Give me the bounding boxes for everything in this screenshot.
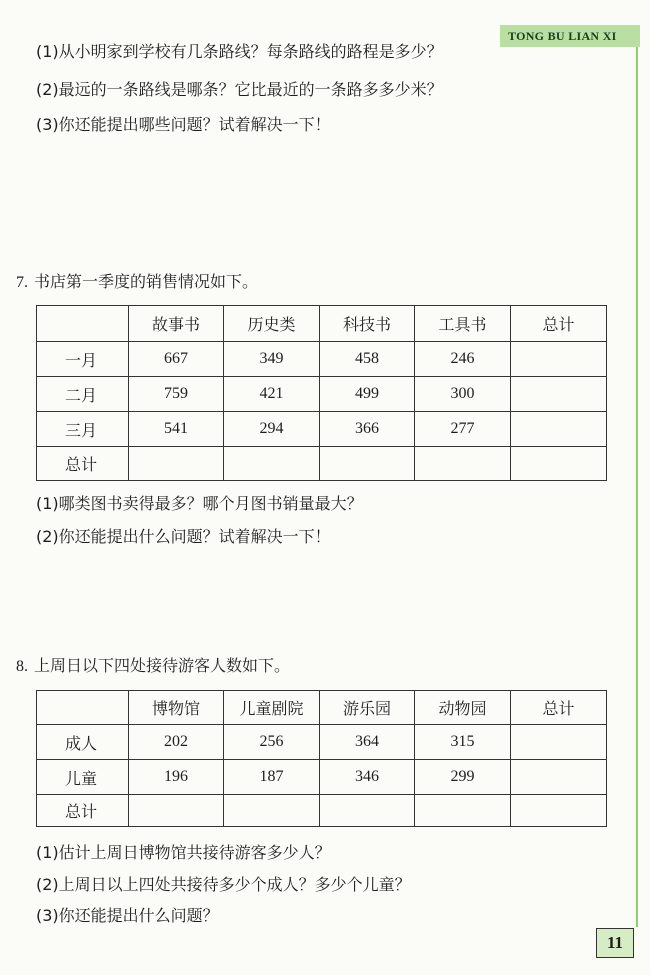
table-cell: 277 xyxy=(415,412,511,447)
table-cell: 187 xyxy=(224,760,320,795)
header-cell: 总计 xyxy=(511,306,607,342)
header-cell: 故事书 xyxy=(129,306,224,342)
table-row xyxy=(37,377,607,412)
row-label: 三月 xyxy=(37,412,129,447)
total-cell-empty xyxy=(224,447,320,481)
row-label: 一月 xyxy=(37,342,129,377)
problem-8-question-2: (2)上周日以上四处共接待多少个成人？多少个儿童？ xyxy=(36,875,411,894)
bookstore-sales-table xyxy=(36,305,607,481)
table-cell: 421 xyxy=(224,377,320,412)
table-cell: 299 xyxy=(415,760,511,795)
header-cell: 博物馆 xyxy=(129,691,224,725)
table-header-row xyxy=(37,691,607,725)
problem-text: 上周日以下四处接待游客人数如下。 xyxy=(34,656,291,675)
table-header-row xyxy=(37,306,607,342)
table-cell: 499 xyxy=(320,377,415,412)
problem-7-question-2: (2)你还能提出什么问题？试着解决一下！ xyxy=(36,527,331,546)
table-row xyxy=(37,342,607,377)
header-cell xyxy=(37,691,129,725)
total-cell-empty xyxy=(511,412,607,447)
total-cell-empty xyxy=(224,795,320,827)
total-cell-empty xyxy=(320,795,415,827)
problem-8-question-3: (3)你还能提出什么问题？ xyxy=(36,906,219,925)
table-cell: 349 xyxy=(224,342,320,377)
total-cell-empty xyxy=(320,447,415,481)
total-cell-empty xyxy=(415,795,511,827)
header-cell: 儿童剧院 xyxy=(224,691,320,725)
row-label: 成人 xyxy=(37,725,129,760)
problem-8-title xyxy=(16,656,290,677)
table-row xyxy=(37,412,607,447)
total-cell-empty xyxy=(511,377,607,412)
header-cell: 动物园 xyxy=(415,691,511,725)
table-cell: 256 xyxy=(224,725,320,760)
table-row xyxy=(37,447,607,481)
header-cell: 科技书 xyxy=(320,306,415,342)
table-cell: 667 xyxy=(129,342,224,377)
table-cell: 541 xyxy=(129,412,224,447)
header-cell xyxy=(37,306,129,342)
problem-number: 8. xyxy=(16,658,28,675)
table-cell: 458 xyxy=(320,342,415,377)
table-cell: 346 xyxy=(320,760,415,795)
total-cell-empty xyxy=(129,795,224,827)
header-cell: 总计 xyxy=(511,691,607,725)
prev-question-1: (1)从小明家到学校有几条路线？每条路线的路程是多少？ xyxy=(36,42,443,61)
header-cell: 游乐园 xyxy=(320,691,415,725)
table-cell: 196 xyxy=(129,760,224,795)
total-cell-empty xyxy=(511,447,607,481)
problem-7-title xyxy=(16,272,258,293)
row-label: 儿童 xyxy=(37,760,129,795)
table-row xyxy=(37,725,607,760)
table-cell: 366 xyxy=(320,412,415,447)
problem-8-question-1: (1)估计上周日博物馆共接待游客多少人？ xyxy=(36,843,331,862)
problem-text: 书店第一季度的销售情况如下。 xyxy=(34,272,259,291)
row-label: 二月 xyxy=(37,377,129,412)
problem-7-question-1: (1)哪类图书卖得最多？哪个月图书销量最大？ xyxy=(36,494,363,513)
table-cell: 294 xyxy=(224,412,320,447)
header-cell: 历史类 xyxy=(224,306,320,342)
problem-number: 7. xyxy=(16,274,28,291)
row-label: 总计 xyxy=(37,795,129,827)
total-cell-empty xyxy=(511,795,607,827)
table-row xyxy=(37,760,607,795)
table-cell: 364 xyxy=(320,725,415,760)
header-tag: TONG BU LIAN XI xyxy=(500,25,640,47)
total-cell-empty xyxy=(511,342,607,377)
table-row xyxy=(37,795,607,827)
total-cell-empty xyxy=(511,725,607,760)
total-cell-empty xyxy=(511,760,607,795)
table-cell: 202 xyxy=(129,725,224,760)
row-label: 总计 xyxy=(37,447,129,481)
table-cell: 300 xyxy=(415,377,511,412)
margin-line xyxy=(636,47,638,927)
prev-question-3: (3)你还能提出哪些问题？试着解决一下！ xyxy=(36,115,331,134)
prev-question-2: (2)最远的一条路线是哪条？它比最近的一条路多多少米？ xyxy=(36,80,443,99)
table-cell: 315 xyxy=(415,725,511,760)
total-cell-empty xyxy=(129,447,224,481)
table-cell: 246 xyxy=(415,342,511,377)
table-cell: 759 xyxy=(129,377,224,412)
total-cell-empty xyxy=(415,447,511,481)
header-cell: 工具书 xyxy=(415,306,511,342)
page-number: 11 xyxy=(596,928,634,958)
visitors-table xyxy=(36,690,607,827)
